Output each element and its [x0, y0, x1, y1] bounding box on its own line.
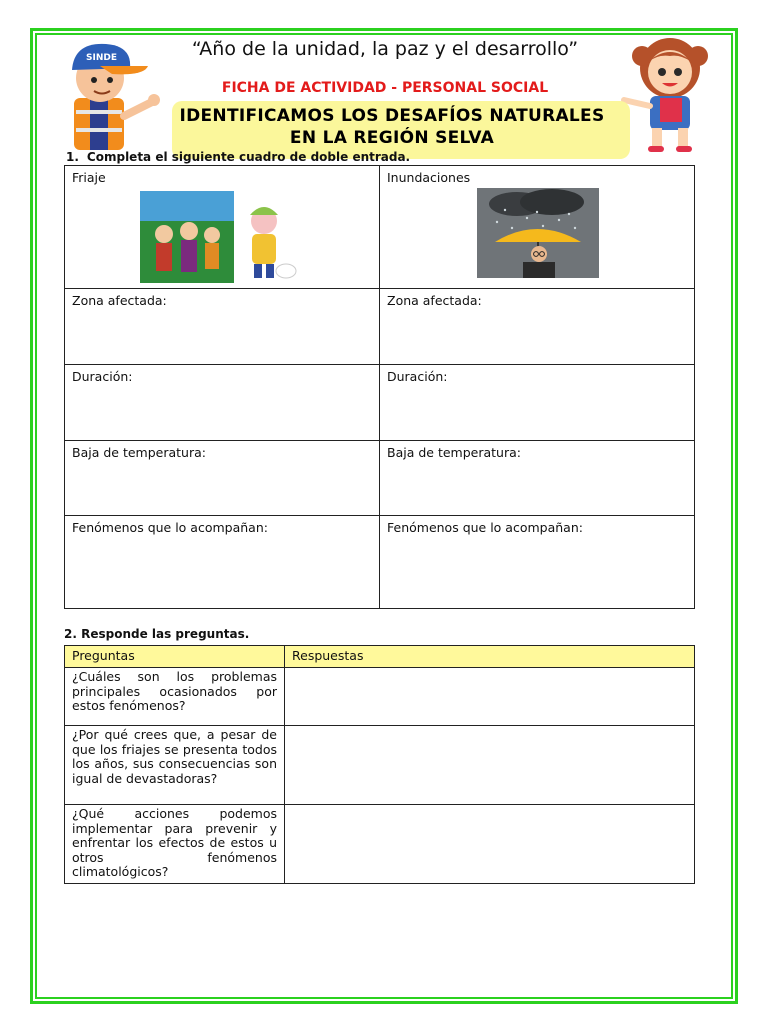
question-2: ¿Por qué crees que, a pesar de que los friajes se presenta todos los años, sus consecuencias son igual de devastadoras? [65, 726, 285, 805]
friaje-image [134, 189, 314, 284]
answer-2-field[interactable] [285, 726, 695, 805]
preguntas-header: Preguntas [65, 646, 285, 668]
question-1: ¿Cuáles son los problemas principales ocasionados por estos fenómenos? [65, 668, 285, 726]
friaje-duracion-cell: Duración: [65, 365, 380, 441]
page-title-line-1: IDENTIFICAMOS LOS DESAFÍOS NATURALES [179, 106, 605, 126]
cap-logo: SINDE [86, 53, 117, 63]
friaje-zona-cell: Zona afectada: [65, 289, 380, 365]
page-title-line-2: EN LA REGIÓN SELVA [289, 128, 495, 148]
friaje-temperatura-cell: Baja de temperatura: [65, 441, 380, 516]
section1-instruction-text: Completa el siguiente cuadro de doble entrada. [86, 150, 411, 164]
question-3: ¿Qué acciones podemos implementar para prevenir y enfrentar los efectos de estos u otros fenómenos climatológicos? [65, 805, 285, 884]
answer-1-field[interactable] [285, 668, 695, 726]
double-entry-table [64, 165, 695, 609]
questions-table [64, 645, 695, 884]
answer-3-field[interactable] [285, 805, 695, 884]
section1-instruction [66, 150, 410, 164]
inundaciones-zona-cell: Zona afectada: [380, 289, 695, 365]
inundaciones-fenomenos-cell: Fenómenos que lo acompañan: [380, 516, 695, 609]
inundaciones-heading: Inundaciones [387, 170, 471, 185]
inundaciones-duracion-cell: Duración: [380, 365, 695, 441]
inundaciones-image [477, 188, 599, 278]
friaje-fenomenos-cell: Fenómenos que lo acompañan: [65, 516, 380, 609]
friaje-heading: Friaje [72, 170, 106, 185]
national-motto: “Año de la unidad, la paz y el desarrollo” [191, 38, 579, 60]
section1-number: 1. [66, 150, 79, 164]
inundaciones-cell [380, 166, 695, 289]
activity-subtitle: FICHA DE ACTIVIDAD - PERSONAL SOCIAL [221, 80, 549, 96]
respuestas-header: Respuestas [285, 646, 695, 668]
inundaciones-temperatura-cell: Baja de temperatura: [380, 441, 695, 516]
girl-illustration [620, 36, 720, 154]
friaje-cell [65, 166, 380, 289]
section2-instruction: 2. Responde las preguntas. [64, 627, 250, 641]
